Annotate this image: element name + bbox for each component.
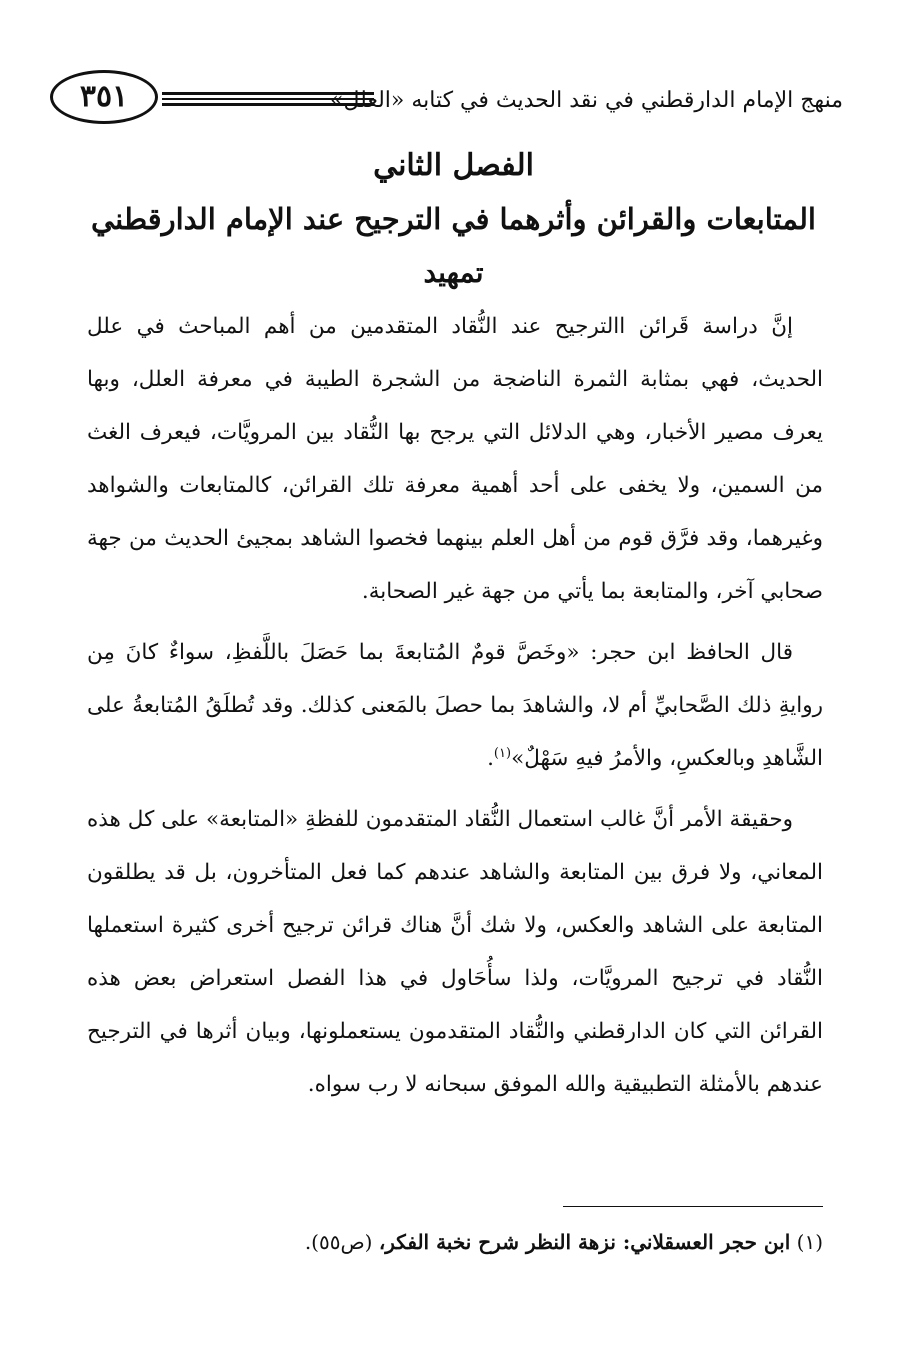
paragraph-2-text: قال الحافظ ابن حجر: «وخَصَّ قومٌ المُتابعةَ بما حَصَلَ باللَّفظِ، سواءٌ كانَ مِن روايةِ ذلك الصَّحابيِّ أم لا، والشاهدَ بما حصلَ بالمَعنى كذلك. وقد تُطلَقُ المُتابعةُ على الشَّاهدِ وبالعكسِ، والأمرُ فيهِ سَهْلٌ» (87, 640, 823, 771)
footnote-marker[interactable]: (١) (493, 745, 512, 761)
paragraph-1: إنَّ دراسة قَرائن االترجيح عند النُّقاد المتقدمين من أهم المباحث في علل الحديث، فهي بمثابة الثمرة الناضجة من الشجرة الطيبة في معرفة العلل، وبها يعرف مصير الأخبار، وهي الدلائل التي يرجح بها النُّقاد بين المرويَّات، فيعرف الغث من السمين، ولا يخفى على أحد أهمية معرفة تلك القرائن، كالمتابعات والشواهد وغيرهما، وقد فرَّق قوم من أهل العلم بينهما فخصوا الشاهد بمجيئ الحديث من جهة صحابي آخر، والمتابعة بما يأتي من جهة غير الصحابة. (87, 314, 823, 604)
page-number: ٣٥١ (79, 79, 129, 114)
running-header-title: منهج الإمام الدارقطني في نقد الحديث في كتابه «العلل» (330, 88, 843, 113)
footnote-number: (١) (796, 1230, 823, 1254)
paragraph-2-end: . (487, 746, 494, 771)
footnote-separator (563, 1206, 823, 1207)
body-text (87, 300, 823, 1111)
chapter-subtitle: المتابعات والقرائن وأثرهما في الترجيح عند الإمام الدارقطني (91, 202, 816, 236)
section-title: تمهيد (423, 256, 484, 289)
footnote-page-ref: (ص٥٥). (304, 1230, 373, 1254)
page-number-badge (50, 70, 158, 124)
footnote-source: ابن حجر العسقلاني: نزهة النظر شرح نخبة الفكر، (378, 1230, 791, 1254)
footnote-1 (87, 1226, 823, 1258)
paragraph-2 (87, 626, 823, 785)
paragraph-3: وحقيقة الأمر أنَّ غالب استعمال النُّقاد المتقدمون للفظةِ «المتابعة» على كل هذه المعاني، ولا فرق بين المتابعة والشاهد عندهم كما فعل المتأخرون، بل قد يطلقون المتابعة على الشاهد والعكس، ولا شك أنَّ هناك قرائن ترجيح أخرى كثيرة استعملها النُّقاد في ترجيح المرويَّات، ولذا سأُحَاول في هذا الفصل استعراض بعض هذه القرائن التي كان الدارقطني والنُّقاد المتقدمون يستعملونها، وبيان أثرها في الترجيح عندهم بالأمثلة التطبيقية والله الموفق سبحانه لا رب سواه. (87, 807, 823, 1097)
chapter-title: الفصل الثاني (373, 148, 534, 183)
